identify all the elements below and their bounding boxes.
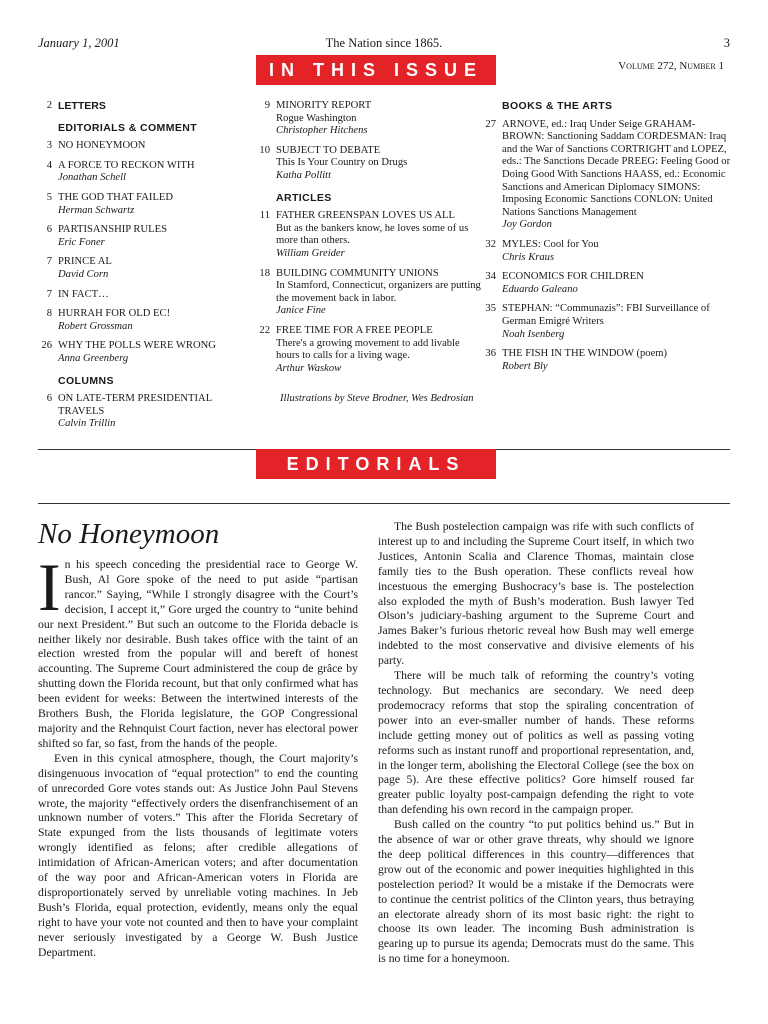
toc-page-number: 27 bbox=[485, 118, 496, 130]
toc-title: SUBJECT TO DEBATE bbox=[276, 144, 381, 156]
toc-author: William Greider bbox=[276, 247, 345, 259]
toc-description: In Stamford, Connecticut, organizers are putting the movement back in labor. bbox=[276, 280, 481, 304]
toc-title: A FORCE TO RECKON WITH bbox=[58, 159, 195, 171]
article-paragraph: In his speech conceding the presidential race to George W. Bush, Al Gore spoke of the need to put aside “partisan rancor.” Saying, “While I strongly disagree with the Court’s decision, I accept it,” Gore urged the country to “unite behind our next President.” But such an outcome to the Florida debacle is neither likely nor desirable. Bush takes office with the taint of an election wrested from the popular will and bereft of honest accounting. The Supreme Court administered the coup de grâce by shutting down the Florida recount, but that only confirmed what has been evident for weeks: Between the intertwined interests of the Brothers Bush, the Florida legislature, the GOP Congressional majority and the Rehnquist Court faction, never has electoral power shifted so far, so fast, from the hands of the people. bbox=[38, 549, 358, 750]
toc-author: Arthur Waskow bbox=[276, 362, 342, 374]
toc-title: ON LATE-TERM PRESIDENTIAL TRAVELS bbox=[58, 393, 212, 417]
toc-title: ECONOMICS FOR CHILDREN bbox=[502, 271, 644, 283]
toc-description: Rogue Washington bbox=[276, 112, 357, 124]
toc-title: PRINCE AL bbox=[58, 256, 112, 268]
article-paragraph: Bush called on the country “to put politics behind us.” But in the absence of war or other grave threats, why should we ignore the deep political differences in this country—differences that grow out of the economic and power inequities highlighted in this postelection period? It would be a mistake if the Democrats were to continue the centrist politics of the Clinton years, thus betraying an electorate already shorn of its most basic right: the right to choose its own leader. The incoming Bush administration is gearing up to pursue its agenda; Democrats must do the same. This is no time for a honeymoon. bbox=[378, 818, 694, 966]
toc-title: IN FACT… bbox=[58, 288, 109, 300]
toc-entry[interactable] bbox=[38, 308, 250, 333]
publication-line: The Nation since 1865. bbox=[325, 36, 443, 50]
article-column-left bbox=[38, 549, 358, 960]
toc-author: Eric Foner bbox=[58, 236, 105, 248]
toc-page-number: 7 bbox=[46, 256, 52, 268]
toc-entry[interactable] bbox=[38, 192, 250, 217]
toc-author: Jonathan Schell bbox=[58, 172, 126, 184]
toc-author: Herman Schwartz bbox=[58, 204, 135, 216]
toc-page-number: 32 bbox=[485, 238, 496, 250]
divider-rule bbox=[38, 503, 730, 504]
editorials-banner: EDITORIALS bbox=[256, 449, 496, 479]
section-heading-editorials: EDITORIALS & COMMENT bbox=[58, 121, 198, 134]
toc-entry[interactable] bbox=[38, 224, 250, 249]
toc-page-number: 8 bbox=[46, 308, 52, 320]
toc-title: HURRAH FOR OLD EC! bbox=[58, 308, 171, 320]
toc-entry[interactable] bbox=[38, 289, 250, 302]
toc-entry[interactable] bbox=[38, 256, 250, 281]
toc-entry[interactable] bbox=[256, 100, 482, 138]
toc-author: Christopher Hitchens bbox=[276, 125, 368, 137]
toc-title: MYLES: Cool for You bbox=[502, 238, 599, 250]
toc-title: PARTISANSHIP RULES bbox=[58, 224, 167, 236]
toc-page-number: 26 bbox=[41, 340, 52, 352]
toc-page-number: 36 bbox=[485, 348, 496, 360]
toc-entry[interactable] bbox=[256, 268, 482, 318]
toc-entry[interactable] bbox=[38, 160, 250, 185]
toc-description: This Is Your Country on Drugs bbox=[276, 157, 408, 169]
toc-page-number: 22 bbox=[259, 324, 270, 336]
toc-entry[interactable] bbox=[38, 340, 250, 365]
toc-entry[interactable] bbox=[482, 239, 732, 264]
toc-page-number: 4 bbox=[46, 159, 52, 171]
toc-description: But as the bankers know, he loves some of us more than others. bbox=[276, 222, 469, 247]
toc-entry[interactable] bbox=[482, 271, 732, 296]
toc-author: Anna Greenberg bbox=[58, 352, 129, 364]
toc-entry[interactable] bbox=[38, 393, 250, 431]
toc-entry[interactable] bbox=[256, 210, 482, 260]
toc-page-number: 7 bbox=[46, 288, 52, 300]
toc-title: LETTERS bbox=[58, 100, 106, 112]
toc-entry[interactable] bbox=[38, 140, 250, 153]
toc-page-number: 6 bbox=[46, 224, 52, 236]
toc-author: Robert Grossman bbox=[58, 320, 133, 332]
toc-page-number: 3 bbox=[46, 140, 52, 152]
toc-title: MINORITY REPORT bbox=[276, 100, 372, 111]
toc-entry-letters[interactable] bbox=[38, 100, 250, 113]
toc-page-number: 5 bbox=[46, 191, 52, 203]
toc-page-number: 35 bbox=[485, 303, 496, 315]
toc-page-number: 11 bbox=[259, 210, 270, 222]
toc-entry[interactable] bbox=[482, 348, 732, 373]
toc-title: STEPHAN: “Communazis”: FBI Surveillance of German Emigré Writers bbox=[502, 303, 710, 327]
section-heading-columns: COLUMNS bbox=[58, 374, 114, 387]
toc-author: Robert Bly bbox=[502, 360, 548, 372]
toc-page-number: 10 bbox=[259, 144, 270, 156]
section-heading-articles: ARTICLES bbox=[276, 191, 332, 204]
toc-title: FREE TIME FOR A FREE PEOPLE bbox=[276, 324, 433, 336]
toc-title: BUILDING COMMUNITY UNIONS bbox=[276, 267, 439, 279]
article-paragraph: There will be much talk of reforming the country’s voting technology. But mechanics are secondary. We need deep prodemocracy reforms that stop the spiraling concentration of power into an ever-smaller number of hands. These reforms include getting money out of politics as well as passing voting reforms such as instant runoff and proportional representation, and, in the longer term, abolishing the Electoral College (see the box on page 5). Are these effective politics? Gore himself roused far greater public loyalty post-campaign defending the right to vote than defending his own record in the campaign proper. bbox=[378, 669, 694, 817]
toc-entry[interactable] bbox=[482, 119, 732, 232]
toc-page-number: 6 bbox=[46, 393, 52, 405]
toc-title: ARNOVE, ed.: Iraq Under Seige GRAHAM-BROWN: Sanctioning Saddam CORDESMAN: Iraq and the War of Sanctions CORTRIGHT and LOPEZ, eds.: The Sanctions Decade PREEG: Feeling Good or Doing Good With Sanctions HAASS, ed.: Economic Sanctions and American Diplomacy SIMONS: Imposing Economic Sanctions CONLON: United Nations Sanctions Management bbox=[502, 118, 731, 218]
article-column-right bbox=[378, 520, 694, 967]
toc-author: Chris Kraus bbox=[502, 251, 555, 263]
toc-entry[interactable] bbox=[256, 325, 482, 375]
toc-author: David Corn bbox=[58, 268, 109, 280]
toc-title: THE GOD THAT FAILED bbox=[58, 191, 174, 203]
toc-entry[interactable] bbox=[482, 303, 732, 341]
toc-author: Janice Fine bbox=[276, 305, 326, 317]
toc-page-number: 18 bbox=[259, 267, 270, 279]
toc-column-1 bbox=[38, 100, 250, 438]
toc-entry[interactable] bbox=[256, 145, 482, 183]
drop-cap: I bbox=[38, 549, 61, 625]
toc-author: Eduardo Galeano bbox=[502, 283, 578, 295]
toc-page-number: 34 bbox=[485, 271, 496, 283]
illustration-credits: Illustrations by Steve Brodner, Wes Bedrosian bbox=[280, 393, 474, 405]
toc-title: THE FISH IN THE WINDOW (poem) bbox=[502, 348, 668, 360]
toc-title: FATHER GREENSPAN LOVES US ALL bbox=[276, 210, 455, 222]
toc-page-number: 2 bbox=[46, 100, 52, 111]
page-number: 3 bbox=[723, 36, 730, 50]
toc-author: Joy Gordon bbox=[502, 219, 552, 231]
toc-page-number: 9 bbox=[264, 100, 270, 111]
issue-date: January 1, 2001 bbox=[38, 36, 120, 50]
article-headline: No Honeymoon bbox=[38, 518, 220, 550]
toc-author: Noah Isenberg bbox=[502, 328, 565, 340]
article-paragraph: Even in this cynical atmosphere, though, the Court majority’s disingenuous invocation of “equal protection” to end the counting of unrecorded Gore votes stands out: As Justice John Paul Stevens wrote, the majority “effectively orders the disenfranchisement of an unknown number of voters.” This after the Florida Secretary of State expunged from the lists thousands of legitimate voters wrongly identified as felons; after credible allegations of intimidation of African-American voters; and after documentation of the way poor and African-American voters in Florida are disproportionately served by unreliable voting machines. In Jeb Bush’s Florida, equal protection, evidently, means only the equal right to have your vote not counted and then to have your complaint never seriously investigated by a George W. Bush Justice Department. bbox=[38, 751, 358, 959]
toc-author: Katha Pollitt bbox=[276, 169, 332, 181]
toc-author: Calvin Trillin bbox=[58, 418, 116, 430]
article-paragraph: The Bush postelection campaign was rife with such conflicts of interest up to and including the Supreme Court itself, in which two Justices, Antonin Scalia and Clarence Thomas, maintain close family ties to the Bush operation. These conflicts reveal how incestuous the emerging Bushocracy’s base is. The postelection also exploded the myth of Bush’s moderation. Bush lawyer Ted Olson’s judiciary-bashing argument to the Supreme Court and James Baker’s furious rhetoric reveal how Bush may well emerge indebted to the most conservative and divisive elements of his party. bbox=[378, 520, 694, 668]
toc-description: There's a growing movement to add livable hours to calls for a living wage. bbox=[276, 337, 460, 362]
toc-column-3 bbox=[482, 100, 732, 380]
section-heading-books: BOOKS & THE ARTS bbox=[502, 100, 613, 112]
volume-number: Volume 272, Number 1 bbox=[618, 60, 724, 72]
toc-title: NO HONEYMOON bbox=[58, 140, 146, 152]
toc-title: WHY THE POLLS WERE WRONG bbox=[58, 340, 216, 352]
in-this-issue-banner: IN THIS ISSUE bbox=[256, 55, 496, 85]
toc-column-2 bbox=[256, 100, 482, 406]
